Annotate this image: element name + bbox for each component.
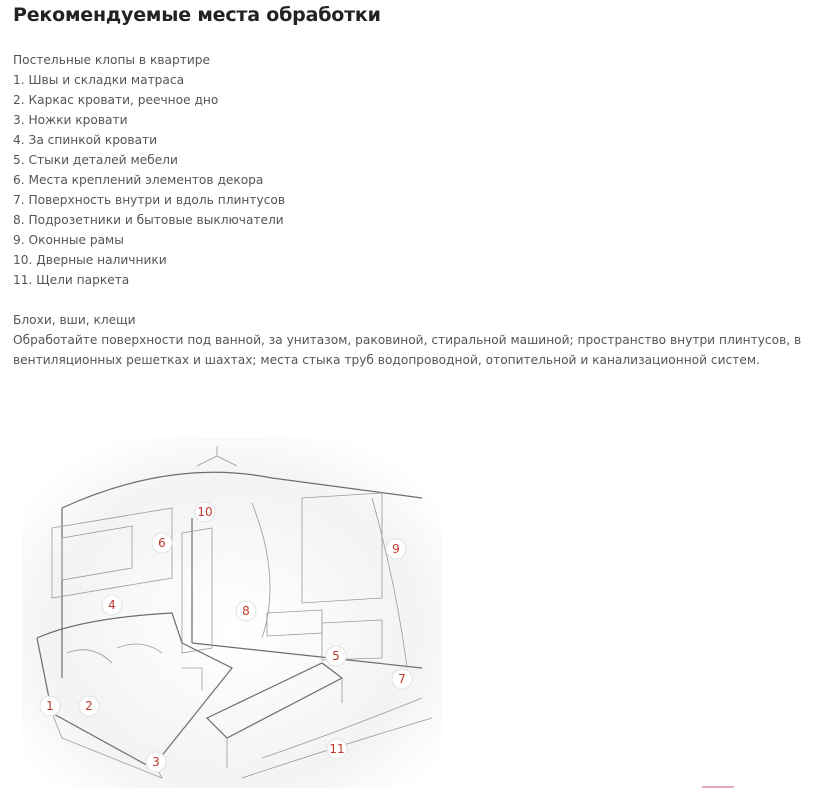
marker-label: 6	[158, 536, 166, 550]
marker-label: 1	[46, 699, 54, 713]
marker-2	[79, 696, 99, 716]
marker-11	[327, 739, 347, 759]
list-item: 2. Каркас кровати, реечное дно	[13, 93, 219, 107]
marker-label: 8	[242, 604, 250, 618]
list-item: 11. Щели паркета	[13, 273, 130, 287]
marker-6	[152, 533, 172, 553]
list-item: 4. За спинкой кровати	[13, 133, 158, 147]
marker-label: 3	[152, 755, 160, 769]
marker-label: 9	[392, 542, 400, 556]
page-title: Рекомендуемые места обработки	[13, 4, 381, 26]
treatment-text	[13, 50, 825, 370]
marker-7	[392, 669, 412, 689]
fleas-title: Блохи, вши, клещи	[13, 313, 136, 327]
selection-highlight	[702, 786, 734, 788]
list-item: 9. Оконные рамы	[13, 233, 124, 247]
marker-label: 10	[197, 505, 213, 519]
marker-10	[195, 502, 215, 522]
marker-label: 4	[108, 598, 116, 612]
marker-9	[386, 539, 406, 559]
list-item: 10. Дверные наличники	[13, 253, 167, 267]
marker-label: 5	[332, 649, 340, 663]
spacer	[13, 290, 825, 310]
marker-4	[102, 595, 122, 615]
list-item: 8. Подрозетники и бытовые выключатели	[13, 213, 284, 227]
marker-label: 11	[329, 742, 345, 756]
marker-label: 2	[85, 699, 93, 713]
marker-5	[326, 646, 346, 666]
marker-label: 7	[398, 672, 406, 686]
list-item: 7. Поверхность внутри и вдоль плинтусов	[13, 193, 286, 207]
marker-3	[146, 752, 166, 772]
list-item: 1. Швы и складки матраса	[13, 73, 185, 87]
list-item: 5. Стыки деталей мебели	[13, 153, 178, 167]
marker-1	[40, 696, 60, 716]
bedroom-illustration	[22, 438, 442, 788]
marker-8	[236, 601, 256, 621]
list-item: 6. Места креплений элементов декора	[13, 173, 264, 187]
bedbugs-title: Постельные клопы в квартире	[13, 53, 210, 67]
list-item: 3. Ножки кровати	[13, 113, 128, 127]
fleas-text: Обработайте поверхности под ванной, за унитазом, раковиной, стиральной машиной; пространство внутри плинтусов, в вентиляционных решетках и шахтах; места стыка труб водопроводной, отопительной и канализационной систем.	[13, 333, 802, 367]
